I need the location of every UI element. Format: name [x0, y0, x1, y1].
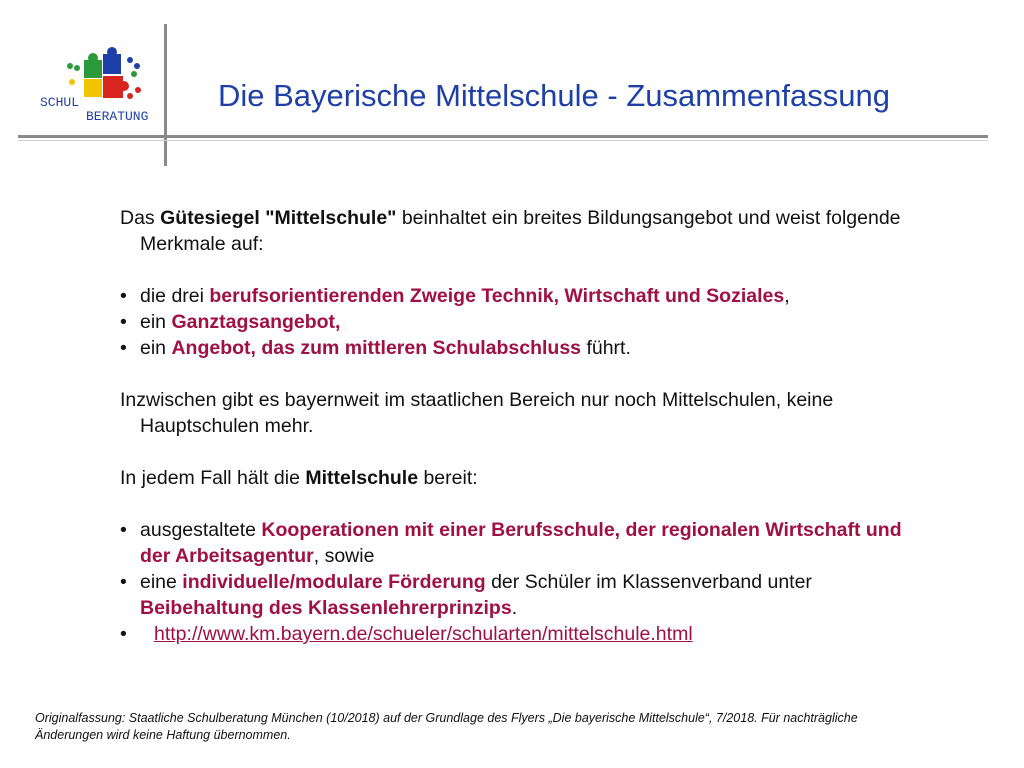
logo-text-beratung: BERATUNG	[86, 109, 149, 124]
feature-highlight: Angebot, das zum mittleren Schulabschluss	[171, 337, 582, 359]
provision-text: , sowie	[313, 545, 375, 567]
main-content	[120, 205, 920, 647]
bullet: •	[120, 285, 127, 307]
intro-paragraph	[120, 205, 920, 257]
intro-bold: Gütesiegel "Mittelschule"	[160, 207, 397, 229]
bullet: •	[120, 571, 127, 593]
provision-highlight: Kooperationen mit einer Berufsschule, der regionalen Wirtschaft und der Arbeitsagentur	[140, 519, 902, 567]
any-case-post: bereit:	[418, 467, 478, 489]
meanwhile-paragraph: Inzwischen gibt es bayernweit im staatlichen Bereich nur noch Mittelschulen, keine Hauptschulen mehr.	[120, 389, 834, 437]
provision-highlight: individuelle/modulare Förderung	[182, 571, 486, 593]
feature-text: ein	[140, 311, 172, 333]
puzzle-yellow	[84, 79, 102, 97]
provision-item	[120, 569, 920, 621]
footnote: Originalfassung: Staatliche Schulberatung München (10/2018) auf der Grundlage des Flyers „Die bayerische Mittelschule“, 7/2018. Für nachträgliche Änderungen wird keine Haftung übernommen.	[35, 711, 858, 742]
feature-item	[120, 309, 920, 335]
bullet: •	[120, 337, 127, 359]
intro-pre: Das	[120, 207, 161, 229]
any-case-pre: In jedem Fall hält die	[120, 467, 306, 489]
header-vertical-rule	[164, 24, 167, 166]
schulberatung-logo	[30, 46, 155, 126]
provision-text: der Schüler im Klassenverband unter	[485, 571, 812, 593]
intro-post: beinhaltet ein breites Bildungsangebot und weist folgende Merkmale auf:	[140, 207, 901, 255]
provision-item	[120, 517, 920, 569]
bullet: •	[120, 519, 127, 541]
feature-highlight: Ganztagsangebot,	[171, 311, 341, 333]
bullet: •	[120, 311, 127, 333]
header-horizontal-rule-light	[18, 140, 988, 141]
logo-text-schul: SCHUL	[40, 95, 80, 110]
provision-text: .	[511, 597, 518, 619]
header-horizontal-rule	[18, 135, 988, 138]
bullet: •	[120, 623, 127, 645]
any-case-bold: Mittelschule	[305, 467, 419, 489]
provision-highlight: Beibehaltung des Klassenlehrerprinzips	[140, 597, 512, 619]
link-item	[120, 621, 920, 647]
feature-text: die drei	[140, 285, 210, 307]
page-title: Die Bayerische Mittelschule - Zusammenfassung	[218, 78, 890, 113]
feature-text: ein	[140, 337, 172, 359]
feature-text: führt.	[581, 337, 631, 359]
provision-text: ausgestaltete	[140, 519, 262, 541]
feature-text: ,	[784, 285, 790, 307]
any-case-paragraph	[120, 465, 920, 491]
feature-highlight: berufsorientierenden Zweige Technik, Wirtschaft und Soziales	[209, 285, 785, 307]
feature-item	[120, 335, 920, 361]
mittelschule-link[interactable]: http://www.km.bayern.de/schueler/schularten/mittelschule.html	[154, 623, 693, 645]
feature-item	[120, 283, 920, 309]
provision-text: eine	[140, 571, 183, 593]
